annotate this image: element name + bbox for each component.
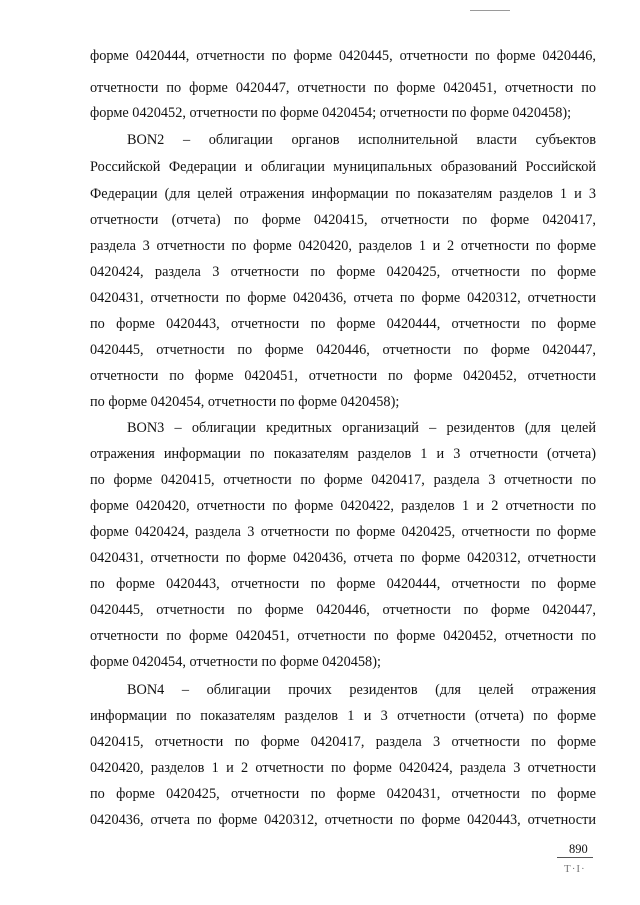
paragraph-heading-line: BON4 – облигации прочих резидентов (для целей отражения <box>127 682 596 698</box>
text-line: форме 0420452, отчетности по форме 0420454; отчетности по форме 0420458); <box>90 105 572 121</box>
text-line: отчетности (отчета) по форме 0420415, отчетности по форме 0420417, <box>90 212 596 228</box>
text-line: Российской Федерации и облигации муниципальных образований Российской <box>90 159 596 175</box>
text-line: отражения информации по показателям разделов 1 и 3 отчетности (отчета) <box>90 446 596 462</box>
text-line: Федерации (для целей отражения информации по показателям разделов 1 и 3 <box>90 186 596 202</box>
text-line: форме 0420454, отчетности по форме 0420458); <box>90 654 381 670</box>
text-line: отчетности по форме 0420451, отчетности по форме 0420452, отчетности <box>90 368 596 384</box>
text-line: отчетности по форме 0420447, отчетности по форме 0420451, отчетности по <box>90 80 596 96</box>
text-line: по форме 0420443, отчетности по форме 0420444, отчетности по форме <box>90 316 596 332</box>
text-line: 0420445, отчетности по форме 0420446, отчетности по форме 0420447, <box>90 602 596 618</box>
top-rule <box>470 10 510 11</box>
page-number-rule <box>557 857 593 858</box>
text-line: 0420415, отчетности по форме 0420417, раздела 3 отчетности по форме <box>90 734 596 750</box>
text-line: раздела 3 отчетности по форме 0420420, разделов 1 и 2 отчетности по форме <box>90 238 596 254</box>
text-line: 0420445, отчетности по форме 0420446, отчетности по форме 0420447, <box>90 342 596 358</box>
text-line: 0420436, отчета по форме 0420312, отчетности по форме 0420443, отчетности <box>90 812 596 828</box>
text-line: по форме 0420443, отчетности по форме 0420444, отчетности по форме <box>90 576 596 592</box>
text-line: по форме 0420425, отчетности по форме 0420431, отчетности по форме <box>90 786 596 802</box>
text-line: отчетности по форме 0420451, отчетности по форме 0420452, отчетности по <box>90 628 596 644</box>
text-line: 0420431, отчетности по форме 0420436, отчета по форме 0420312, отчетности <box>90 290 596 306</box>
text-line: по форме 0420415, отчетности по форме 0420417, раздела 3 отчетности по <box>90 472 596 488</box>
paragraph-heading-line: BON3 – облигации кредитных организаций – резидентов (для целей <box>127 420 596 436</box>
text-line: 0420431, отчетности по форме 0420436, отчета по форме 0420312, отчетности <box>90 550 596 566</box>
page-number: 890 <box>569 842 588 856</box>
text-line: форме 0420424, раздела 3 отчетности по форме 0420425, отчетности по форме <box>90 524 596 540</box>
scan-mark: Т·І· <box>564 863 586 875</box>
paragraph-heading-line: BON2 – облигации органов исполнительной власти субъектов <box>127 132 596 148</box>
text-line: форме 0420444, отчетности по форме 0420445, отчетности по форме 0420446, <box>90 48 596 64</box>
text-line: форме 0420420, отчетности по форме 0420422, разделов 1 и 2 отчетности по <box>90 498 596 514</box>
text-line: информации по показателям разделов 1 и 3 отчетности (отчета) по форме <box>90 708 596 724</box>
text-line: 0420424, раздела 3 отчетности по форме 0420425, отчетности по форме <box>90 264 596 280</box>
text-line: по форме 0420454, отчетности по форме 0420458); <box>90 394 400 410</box>
text-line: 0420420, разделов 1 и 2 отчетности по форме 0420424, раздела 3 отчетности <box>90 760 596 776</box>
